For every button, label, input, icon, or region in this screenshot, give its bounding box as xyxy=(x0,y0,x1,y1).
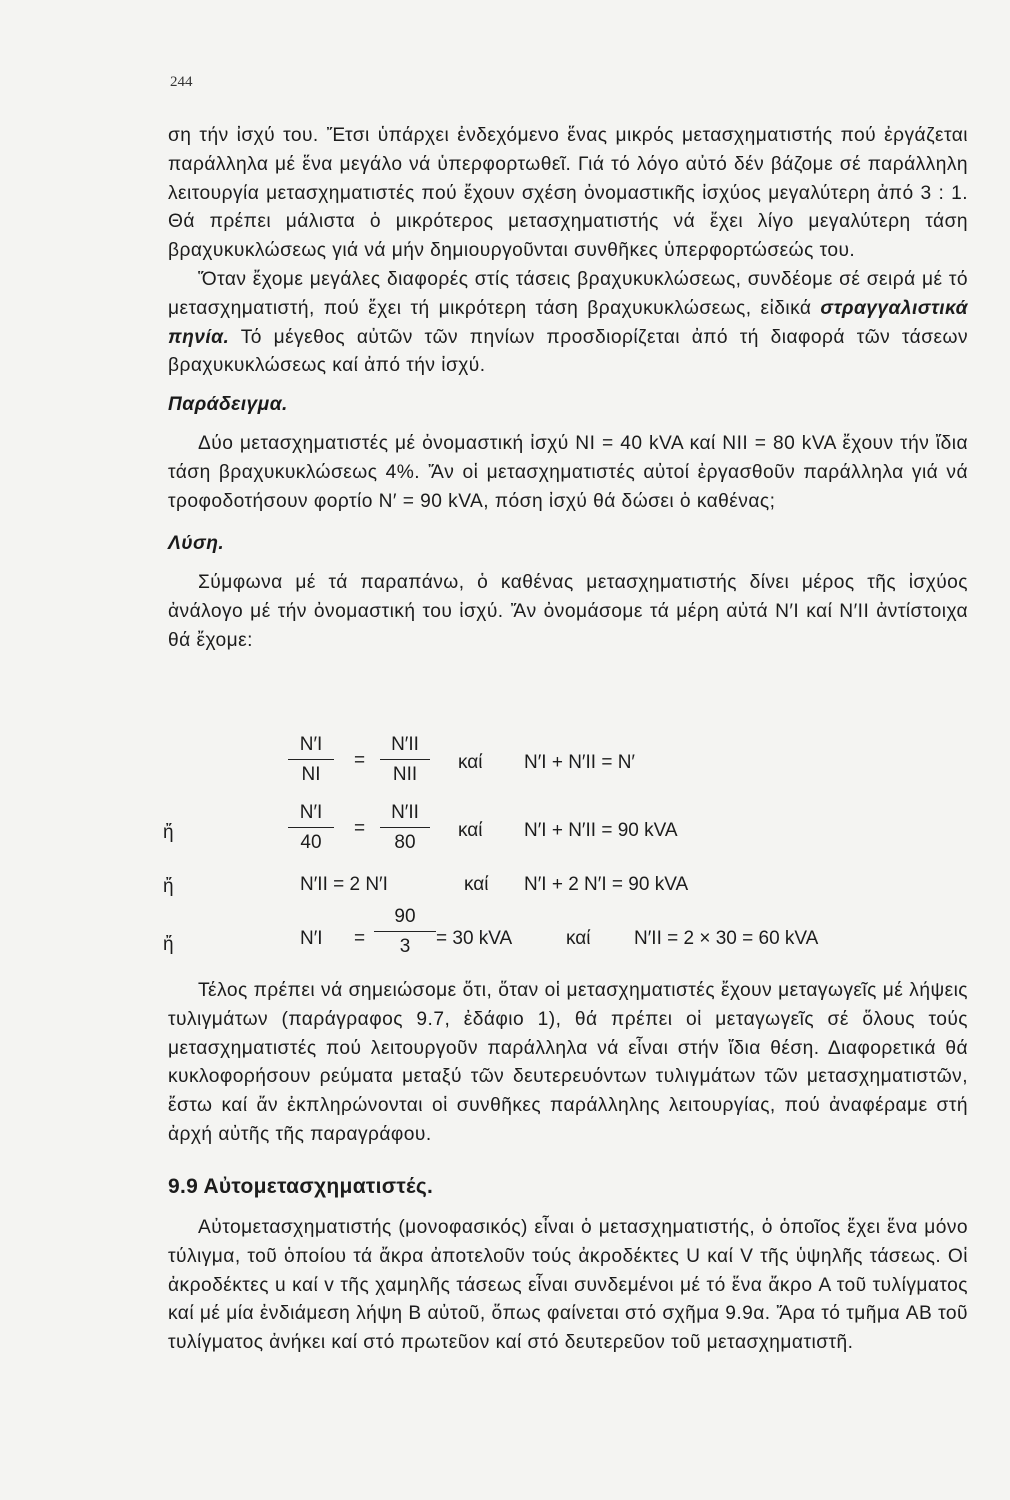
eq3-right: N′I + 2 N′I = 90 kVA xyxy=(524,874,689,895)
eq4-fraction: 90 3 xyxy=(374,906,436,958)
page-number: 244 xyxy=(170,74,193,90)
eq1-rhs-fraction: N′II NII xyxy=(380,734,430,786)
eq4-right: N′II = 2 × 30 = 60 kVA xyxy=(634,928,819,949)
body-text-bottom xyxy=(168,1214,968,1358)
paragraph-3: Δύο μετασχηματιστές μέ ὀνομαστική ἰσχύ NI = 40 kVA καί NII = 80 kVA ἔχουν τήν ἴδια τάση βραχυκυκλώσεως 4%. Ἄν οἱ μετασχηματιστές αὐτοί ἐργασθοῦν παράλληλα γιά νά τροφοδοτήσουν φορτίο N′ = 90 kVA, πόση ἰσχύ θά δώσει ὁ καθένας; xyxy=(168,432,968,512)
term-choke-coils: στραγγαλιστικά πηνία. xyxy=(168,297,968,348)
paragraph-2: Ὅταν ἔχομε μεγάλες διαφορές στίς τάσεις βραχυκυκλώσεως, συνδέομε σέ σειρά μέ τό μετασχηματιστή, πού ἔχει τή μικρότερη τάση βραχυκυκλώσεως, εἰδικά στραγγαλιστικά πηνία. Τό μέγεθος αὐτῶν τῶν πηνίων προσδιορίζεται ἀπό τή διαφορά τῶν τάσεων βραχυκυκλώσεως καί ἀπό τήν ἰσχύ. xyxy=(168,268,968,377)
paragraph-4: Σύμφωνα μέ τά παραπάνω, ὁ καθένας μετασχηματιστής δίνει μέρος τῆς ἰσχύος ἀνάλογο μέ τήν ὀνομαστική του ἰσχύ. Ἄν ὀνομάσομε τά μέρη αὐτά N′I καί N′II ἀντίστοιχα θά ἔχομε: xyxy=(168,572,968,651)
example-heading: Παράδειγμα. xyxy=(168,394,288,416)
body-text-top xyxy=(168,122,968,656)
eq1-sum: N′I + N′II = N′ xyxy=(524,752,635,773)
section-title: 9.9 Αὐτομετασχηματιστές. xyxy=(168,1175,434,1198)
paragraph-1: ση τήν ἰσχύ του. Ἔτσι ὑπάρχει ἐνδεχόμενο ἕνας μικρός μετασχηματιστής πού ἐργάζεται παράλληλα μέ ἕνα μεγάλο νά ὑπερφορτωθεῖ. Γιά τό λόγο αὐτό δέν βάζομε σέ παράλληλη λειτουργία μετασχηματιστές πού ἔχουν σχέση ὀνομαστικῆς ἰσχύος μεγαλύτερη ἀπό 3 : 1. Θά πρέπει μάλιστα ὁ μικρότερος μετασχηματιστής νά ἔχει λίγο μεγαλύτερη τάση βραχυκυκλώσεως γιά νά μήν δημιουργοῦνται συνθῆκες ὑπερφορτώσεώς του. xyxy=(168,125,968,262)
eq2-lhs-fraction: N′I 40 xyxy=(288,802,334,854)
paragraph-5: Τέλος πρέπει νά σημειώσομε ὅτι, ὅταν οἱ μετασχηματιστές ἔχουν μεταγωγεῖς μέ λήψεις τυλιγμάτων (παράγραφος 9.7, ἐδάφιο 1), θά πρέπει οἱ μεταγωγεῖς σέ ὅλους τούς μετασχηματιστές πού λειτουργοῦν παράλληλα νά εἶναι στήν ἴδια θέση. Διαφορετικά θά κυκλοφορήσουν ρεύματα μεταξύ τῶν δευτερευόντων τυλιγμάτων τῶν μετασχηματιστῶν, ἔστω καί ἄν ἐκπληρώνονται οἱ συνθῆκες παράλληλης λειτουργίας, πού ἀναφέραμε στή ἀρχή αὐτῆς τῆς παραγράφου. xyxy=(168,980,968,1145)
eq2-sum: N′I + N′II = 90 kVA xyxy=(524,820,678,841)
eq1-lhs-fraction: N′I NI xyxy=(288,734,334,786)
solution-heading: Λύση. xyxy=(168,533,225,555)
equation-block: N′I NI = N′II NII καί N′I + N′II = N′ ἤ N′I 40 = N′II 80 καί N′I + N′II = 90 kVA ἤ N′II = 2 N′I καί N′I + 2 N′I = 90 kVA ἤ N′I = 90 3 = 30 kVA καί N′II = 2 × 30 = 60 kVA xyxy=(163,734,819,957)
eq3-left: N′II = 2 N′I xyxy=(300,874,388,895)
body-text-middle xyxy=(168,977,968,1150)
eq2-rhs-fraction: N′II 80 xyxy=(380,802,430,854)
paragraph-6: Αὐτομετασχηματιστής (μονοφασικός) εἶναι ὁ μετασχηματιστής, ὁ ὁποῖος ἔχει ἕνα μόνο τύλιγμα, τοῦ ὁποίου τά ἄκρα ἀποτελοῦν τούς ἀκροδέκτες U καί V τῆς ὑψηλῆς τάσεως. Οἱ ἀκροδέκτες u καί v τῆς χαμηλῆς τάσεως εἶναι συνδεμένοι μέ τό ἕνα ἄκρο A τοῦ τυλίγματος καί μέ μία ἐνδιάμεση λήψη B αὐτοῦ, ὅπως φαίνεται στό σχῆμα 9.9α. Ἄρα τό τμῆμα AB τοῦ τυλίγματος ἀνήκει καί στό πρωτεῦον καί στό δευτερεῦον τοῦ μετασχηματιστῆ. xyxy=(168,1217,968,1354)
